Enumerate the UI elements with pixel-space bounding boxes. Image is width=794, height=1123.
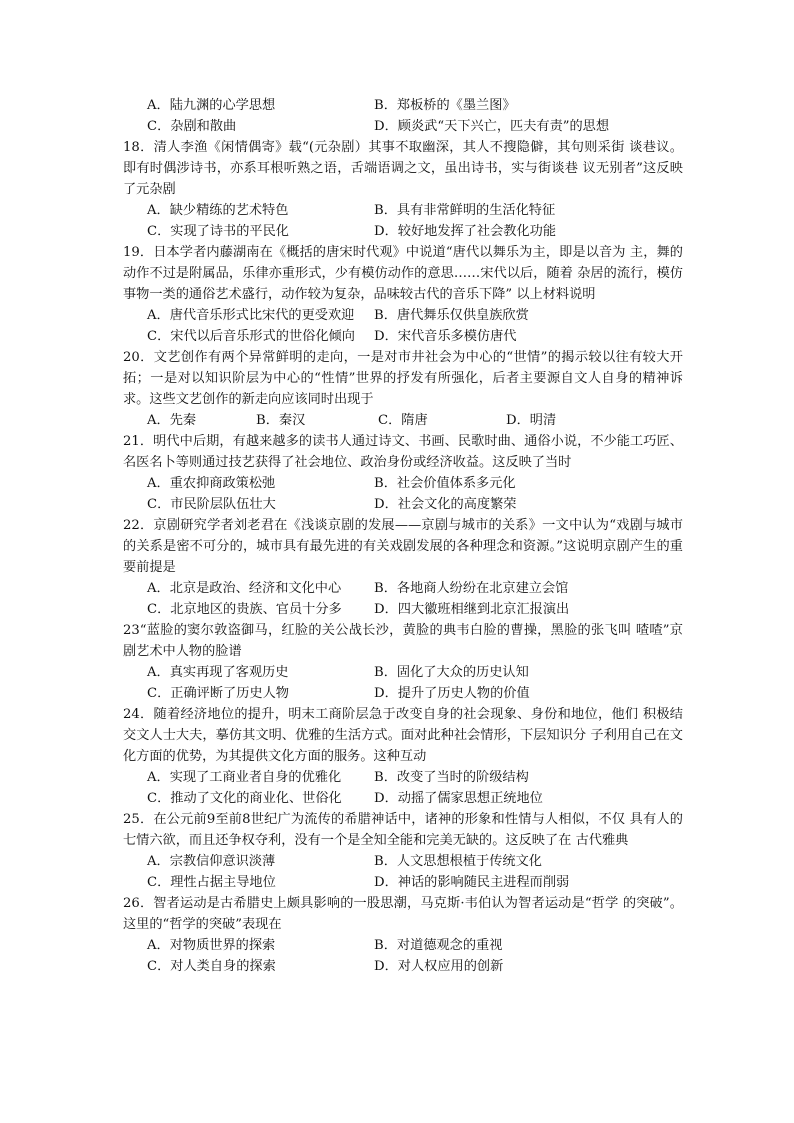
option-a: A．北京是政治、经济和文化中心 — [147, 581, 342, 596]
option-b: B．唐代舞乐仅供皇族欣赏 — [374, 308, 529, 323]
question-24 — [123, 704, 683, 809]
option-row — [123, 326, 683, 347]
option-row — [123, 494, 683, 515]
option-b: B．各地商人纷纷在北京建立会馆 — [374, 581, 569, 596]
question-list — [123, 95, 683, 977]
option-d: D．较好地发挥了社会教化功能 — [374, 224, 557, 239]
option-c: C．推动了文化的商业化、世俗化 — [147, 791, 342, 806]
question-stem: 25．在公元前9至前8世纪广为流传的希腊神话中，诸神的形象和性情与人相似，不仅 具有人的七情六欲，而且还争权夺利，没有一个是全知全能和完美无缺的。这反映了在 古代雅典 — [123, 812, 683, 848]
option-c: C．实现了诗书的平民化 — [147, 224, 289, 239]
option-row — [123, 305, 683, 326]
option-a: A．对物质世界的探索 — [147, 938, 276, 953]
option-d: D．神话的影响随民主进程而削弱 — [374, 875, 570, 890]
option-row — [123, 599, 683, 620]
option-row — [123, 662, 683, 683]
option-b: B．改变了当时的阶级结构 — [374, 770, 529, 785]
option-row — [123, 683, 683, 704]
option-d: D．宋代音乐多模仿唐代 — [374, 329, 517, 344]
option-b: B．具有非常鲜明的生活化特征 — [374, 203, 556, 218]
option-row — [123, 473, 683, 494]
option-b: B．社会价值体系多元化 — [374, 476, 516, 491]
question-22 — [123, 515, 683, 620]
question-stem: 22．京剧研究学者刘老君在《浅谈京剧的发展——京剧与城市的关系》一文中认为“戏剧与城市的关系是密不可分的，城市具有最先进的有关戏剧发展的各种理念和资源。”这说明京剧产生的重要前提是 — [123, 518, 683, 575]
option-row — [123, 851, 683, 872]
option-d: D．社会文化的高度繁荣 — [374, 497, 517, 512]
question-stem: 24．随着经济地位的提升，明末工商阶层急于改变自身的社会现象、身份和地位，他们 积极结交文人士大夫，摹仿其文明、优雅的生活方式。面对此种社会情形，下层知识分 子利用自己在文化方面的优势，为其提供文化方面的服务。这种互动 — [123, 707, 683, 764]
option-b: B．对道德观念的重视 — [374, 938, 503, 953]
question-25 — [123, 809, 683, 893]
question-19 — [123, 242, 683, 347]
option-a: A．实现了工商业者自身的优雅化 — [147, 770, 342, 785]
option-row — [123, 116, 683, 137]
option-c: C．市民阶层队伍壮大 — [147, 497, 276, 512]
option-a: A．缺少精练的艺术特色 — [147, 203, 289, 218]
option-d: D．顾炎武“天下兴亡，匹夫有责”的思想 — [374, 119, 610, 134]
option-row — [123, 410, 683, 431]
question-26 — [123, 893, 683, 977]
question-stem: 20．文艺创作有两个异常鲜明的走向，一是对市井社会为中心的“世情”的揭示较以往有较大开拓；一是对以知识阶层为中心的“性情”世界的抒发有所强化，后者主要源自文人自身的精神诉求。这些文艺创作的新走向应该同时出现于 — [123, 350, 683, 407]
option-b: B．秦汉 — [256, 413, 306, 428]
option-b: B．郑板桥的《墨兰图》 — [374, 98, 516, 113]
option-c: C．对人类自身的探索 — [147, 959, 276, 974]
question-stem: 18．清人李渔《闲情偶寄》载“(元杂剧）其事不取幽深，其人不搜隐僻，其句则采街 谈巷议。即有时偶涉诗书，亦系耳根听熟之语，舌端语调之文，虽出诗书，实与街谈巷 议无别者”这反映了元杂剧 — [123, 140, 683, 197]
option-a: A．先秦 — [147, 413, 197, 428]
option-row — [123, 872, 683, 893]
option-row — [123, 200, 683, 221]
option-b: B．固化了大众的历史认知 — [374, 665, 529, 680]
question-stem: 19．日本学者内藤湖南在《概括的唐宋时代观》中说道“唐代以舞乐为主，即是以音为 主，舞的动作不过是附属品，乐律亦重形式，少有模仿动作的意思……宋代以后，随着 杂居的流行，模仿事物一类的通俗艺术盛行，动作较为复杂，品味较古代的音乐下降” 以上材料说明 — [123, 245, 683, 302]
question-23 — [123, 620, 683, 704]
option-c: C．理性占据主导地位 — [147, 875, 276, 890]
question-20 — [123, 347, 683, 431]
carryover-options — [123, 95, 683, 137]
option-row — [123, 221, 683, 242]
option-row — [123, 956, 683, 977]
option-c: C．北京地区的贵族、官员十分多 — [147, 602, 342, 617]
option-row — [123, 935, 683, 956]
option-d: D．动摇了儒家思想正统地位 — [374, 791, 543, 806]
option-d: D．四大徽班相继到北京汇报演出 — [374, 602, 570, 617]
option-d: D．对人权应用的创新 — [374, 959, 504, 974]
option-row — [123, 767, 683, 788]
option-c: C．宋代以后音乐形式的世俗化倾向 — [147, 329, 355, 344]
option-a: A．陆九渊的心学思想 — [147, 98, 276, 113]
option-a: A．宗教信仰意识淡薄 — [147, 854, 276, 869]
question-stem: 23“蓝脸的窦尔敦盗御马，红脸的关公战长沙，黄脸的典韦白脸的曹操，黑脸的张飞叫 喳喳”京剧艺术中人物的脸谱 — [123, 623, 683, 659]
question-stem: 26．智者运动是古希腊史上颇具影响的一股思潮，马克斯·韦伯认为智者运动是“哲学 的突破”。这里的“哲学的突破”表现在 — [123, 896, 683, 932]
option-b: B．人文思想根植于传统文化 — [374, 854, 542, 869]
option-row — [123, 578, 683, 599]
option-c: C．正确评断了历史人物 — [147, 686, 289, 701]
option-d: D．提升了历史人物的价值 — [374, 686, 530, 701]
question-18 — [123, 137, 683, 242]
option-row — [123, 95, 683, 116]
option-a: A．唐代音乐形式比宋代的更受欢迎 — [147, 308, 355, 323]
option-row — [123, 788, 683, 809]
option-a: A．真实再现了客观历史 — [147, 665, 289, 680]
question-21 — [123, 431, 683, 515]
option-d: D．明清 — [506, 413, 557, 428]
option-c: C．隋唐 — [378, 413, 428, 428]
option-c: C．杂剧和散曲 — [147, 119, 237, 134]
question-stem: 21．明代中后期，有越来越多的读书人通过诗文、书画、民歌时曲、通俗小说，不少能工巧匠、名医名卜等则通过技艺获得了社会地位、政治身份或经济收益。这反映了当时 — [123, 434, 683, 470]
option-a: A．重农抑商政策松弛 — [147, 476, 276, 491]
